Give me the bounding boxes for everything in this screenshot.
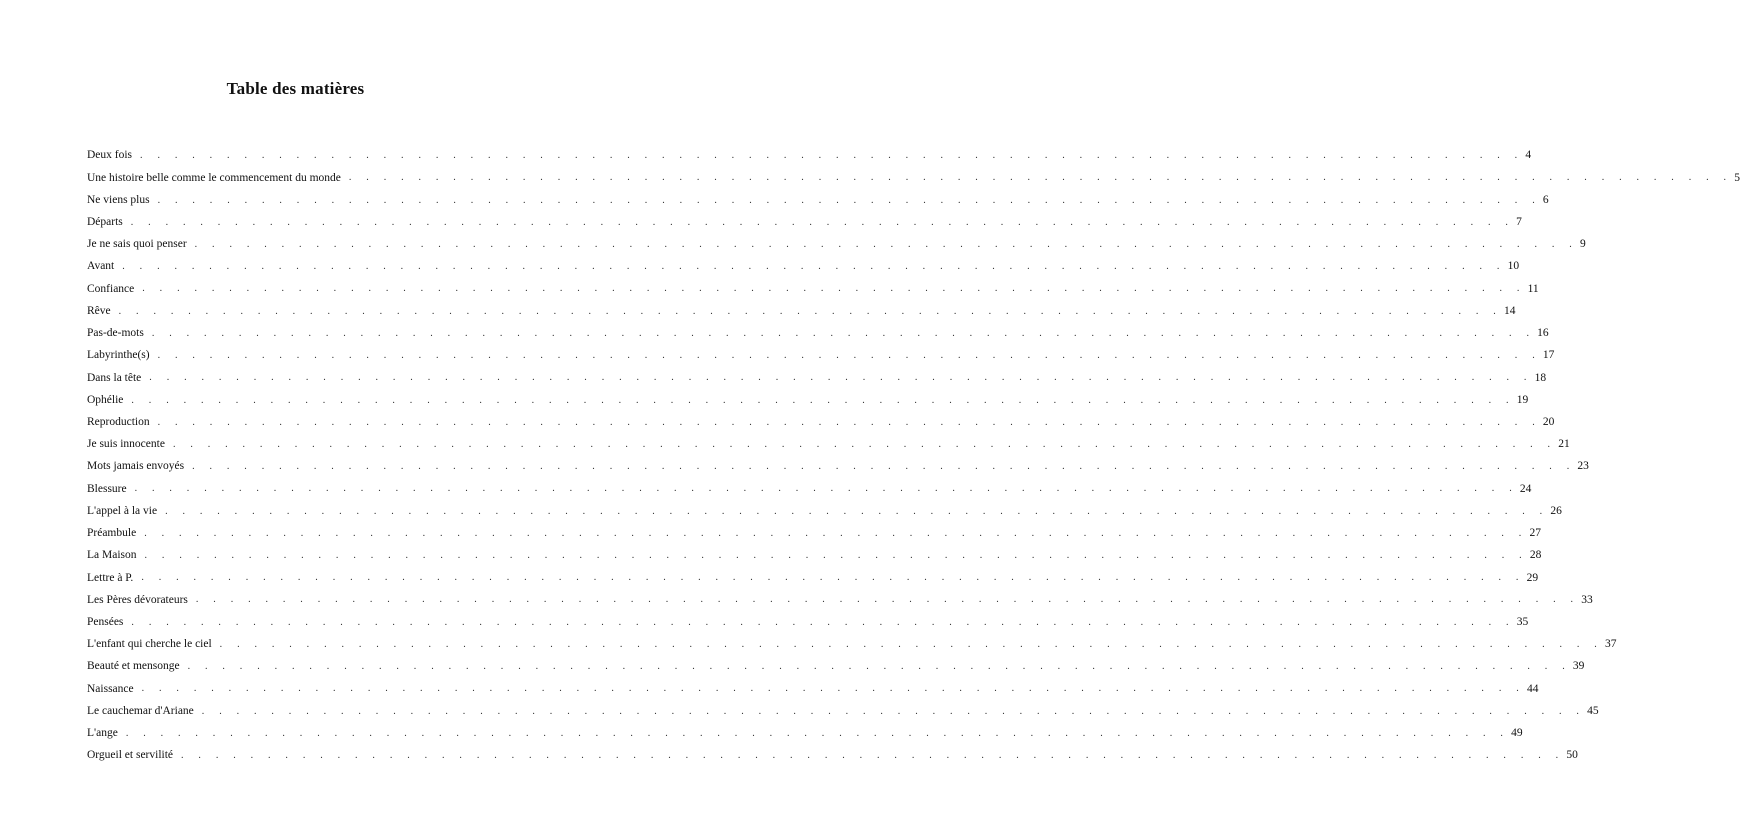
toc-entry-title: Ophélie: [87, 393, 124, 406]
toc-entry-page-number: 4: [1525, 149, 1532, 162]
toc-entry-page-number: 39: [1572, 660, 1585, 673]
toc-entry[interactable]: [87, 678, 1539, 700]
toc-dot-leader: . . . . . . . . . . . . . . . . . . . . . . . . . . . . . . . . . . . . . . . . . . . . . . . . . . . . . . . . . . . . . . . . . . . . . . . . . . . . . . . .: [194, 238, 1578, 250]
toc-entry-page-number: 16: [1537, 327, 1549, 340]
toc-entry-title: Lettre à P.: [87, 571, 134, 584]
toc-entry-title: Dans la tête: [87, 371, 142, 384]
toc-entry[interactable]: [87, 612, 1529, 634]
toc-entry-title: Pensées: [87, 615, 124, 628]
toc-dot-leader: . . . . . . . . . . . . . . . . . . . . . . . . . . . . . . . . . . . . . . . . . . . . . . . . . . . . . . . . . . . . . . . . . . . . . . . . . . . . . . . .: [157, 350, 1541, 362]
table-of-contents: [87, 145, 1740, 767]
toc-entry[interactable]: [87, 256, 1520, 278]
toc-entry[interactable]: [87, 478, 1532, 500]
toc-entry[interactable]: [87, 367, 1547, 389]
toc-entry[interactable]: [87, 212, 1522, 234]
toc-entry-title: Ne viens plus: [87, 193, 150, 206]
toc-entry-page-number: 37: [1604, 638, 1617, 651]
toc-entry[interactable]: [87, 523, 1541, 545]
toc-entry[interactable]: [87, 412, 1555, 434]
toc-entry-title: L'ange: [87, 727, 118, 740]
toc-entry-page-number: 19: [1516, 393, 1529, 406]
toc-entry-page-number: 5: [1734, 171, 1740, 184]
toc-entry-page-number: 6: [1542, 193, 1549, 206]
toc-dot-leader: . . . . . . . . . . . . . . . . . . . . . . . . . . . . . . . . . . . . . . . . . . . . . . . . . . . . . . . . . . . . . . . . . . . . . . . . . . . . . . . .: [195, 594, 1580, 606]
toc-entry-page-number: 49: [1511, 727, 1523, 740]
toc-entry[interactable]: [87, 345, 1555, 367]
toc-entry-page-number: 18: [1534, 371, 1547, 384]
toc-entry-title: Préambule: [87, 527, 137, 540]
toc-entry[interactable]: [87, 656, 1585, 678]
toc-dot-leader: . . . . . . . . . . . . . . . . . . . . . . . . . . . . . . . . . . . . . . . . . . . . . . . . . . . . . . . . . . . . . . . . . . . . . . . . . . . . . . . .: [149, 372, 1533, 384]
toc-entry[interactable]: [87, 589, 1593, 611]
toc-entry-title: La Maison: [87, 549, 137, 562]
toc-dot-leader: . . . . . . . . . . . . . . . . . . . . . . . . . . . . . . . . . . . . . . . . . . . . . . . . . . . . . . . . . . . . . . . . . . . . . . . . . . . . . . . .: [157, 416, 1541, 428]
toc-entry-title: Reproduction: [87, 415, 150, 428]
toc-entry-page-number: 26: [1550, 504, 1562, 517]
toc-entry-page-number: 24: [1519, 482, 1532, 495]
toc-entry-page-number: 21: [1558, 438, 1570, 451]
toc-entry[interactable]: [87, 700, 1599, 722]
toc-entry-page-number: 33: [1581, 593, 1593, 606]
toc-entry[interactable]: [87, 389, 1529, 411]
toc-entry[interactable]: [87, 634, 1617, 656]
toc-entry-page-number: 7: [1516, 216, 1522, 229]
toc-dot-leader: . . . . . . . . . . . . . . . . . . . . . . . . . . . . . . . . . . . . . . . . . . . . . . . . . . . . . . . . . . . . . . . . . . . . . . . . . . . . . . . .: [192, 461, 1576, 473]
toc-entry-title: Rêve: [87, 304, 111, 317]
toc-entry[interactable]: [87, 278, 1539, 300]
toc-dot-leader: . . . . . . . . . . . . . . . . . . . . . . . . . . . . . . . . . . . . . . . . . . . . . . . . . . . . . . . . . . . . . . . . . . . . . . . . . . . . . . . .: [165, 505, 1549, 517]
toc-entry-title: Blessure: [87, 482, 127, 495]
toc-entry-title: Les Pères dévorateurs: [87, 593, 188, 606]
toc-entry[interactable]: [87, 501, 1562, 523]
toc-dot-leader: . . . . . . . . . . . . . . . . . . . . . . . . . . . . . . . . . . . . . . . . . . . . . . . . . . . . . . . . . . . . . . . . . . . . . . . . . . . . . . . .: [219, 638, 1603, 650]
toc-entry-title: Avant: [87, 260, 115, 273]
toc-entry-title: Mots jamais envoyés: [87, 460, 185, 473]
toc-entry[interactable]: [87, 189, 1549, 211]
toc-entry-title: L'enfant qui cherche le ciel: [87, 638, 212, 651]
toc-entry-title: Une histoire belle comme le commencement du monde: [87, 171, 341, 184]
toc-dot-leader: . . . . . . . . . . . . . . . . . . . . . . . . . . . . . . . . . . . . . . . . . . . . . . . . . . . . . . . . . . . . . . . . . . . . . . . . . . . . . . . .: [157, 194, 1541, 206]
toc-entry-title: Labyrinthe(s): [87, 349, 150, 362]
toc-dot-leader: . . . . . . . . . . . . . . . . . . . . . . . . . . . . . . . . . . . . . . . . . . . . . . . . . . . . . . . . . . . . . . . . . . . . . . . . . . . . . . . .: [122, 261, 1506, 273]
toc-entry-page-number: 20: [1542, 415, 1555, 428]
toc-entry-page-number: 14: [1503, 304, 1516, 317]
toc-entry-page-number: 10: [1507, 260, 1520, 273]
toc-entry-page-number: 45: [1587, 704, 1599, 717]
toc-entry[interactable]: [87, 301, 1516, 323]
toc-dot-leader: . . . . . . . . . . . . . . . . . . . . . . . . . . . . . . . . . . . . . . . . . . . . . . . . . . . . . . . . . . . . . . . . . . . . . . . . . . . . . . . .: [140, 150, 1524, 162]
toc-entry-page-number: 50: [1566, 749, 1578, 762]
toc-entry-title: Je suis innocente: [87, 438, 165, 451]
toc-entry-page-number: 27: [1529, 527, 1541, 540]
toc-entry-page-number: 44: [1526, 682, 1539, 695]
toc-dot-leader: . . . . . . . . . . . . . . . . . . . . . . . . . . . . . . . . . . . . . . . . . . . . . . . . . . . . . . . . . . . . . . . . . . . . . . . . . . . . . . . .: [142, 283, 1526, 295]
toc-entry[interactable]: [87, 745, 1578, 767]
toc-entry[interactable]: [87, 456, 1589, 478]
toc-entry-page-number: 17: [1542, 349, 1555, 362]
toc-entry-title: Beauté et mensonge: [87, 660, 180, 673]
toc-dot-leader: . . . . . . . . . . . . . . . . . . . . . . . . . . . . . . . . . . . . . . . . . . . . . . . . . . . . . . . . . . . . . . . . . . . . . . . . . . . . . . . .: [181, 750, 1565, 762]
toc-dot-leader: . . . . . . . . . . . . . . . . . . . . . . . . . . . . . . . . . . . . . . . . . . . . . . . . . . . . . . . . . . . . . . . . . . . . . . . . . . . . . . . .: [172, 438, 1557, 450]
toc-entry-title: Le cauchemar d'Ariane: [87, 704, 194, 717]
toc-entry-title: Départs: [87, 216, 123, 229]
toc-dot-leader: . . . . . . . . . . . . . . . . . . . . . . . . . . . . . . . . . . . . . . . . . . . . . . . . . . . . . . . . . . . . . . . . . . . . . . . . . . . . . . . .: [141, 572, 1525, 584]
toc-entry-page-number: 23: [1577, 460, 1589, 473]
toc-entry-title: Deux fois: [87, 149, 133, 162]
toc-dot-leader: . . . . . . . . . . . . . . . . . . . . . . . . . . . . . . . . . . . . . . . . . . . . . . . . . . . . . . . . . . . . . . . . . . . . . . . . . . . . . . . .: [118, 305, 1502, 317]
toc-entry[interactable]: [87, 167, 1740, 189]
toc-entry[interactable]: [87, 545, 1542, 567]
toc-dot-leader: . . . . . . . . . . . . . . . . . . . . . . . . . . . . . . . . . . . . . . . . . . . . . . . . . . . . . . . . . . . . . . . . . . . . . . . . . . . . . . . .: [130, 216, 1515, 228]
toc-entry[interactable]: [87, 323, 1549, 345]
toc-dot-leader: . . . . . . . . . . . . . . . . . . . . . . . . . . . . . . . . . . . . . . . . . . . . . . . . . . . . . . . . . . . . . . . . . . . . . . . . . . . . . . . .: [201, 705, 1586, 717]
toc-dot-leader: . . . . . . . . . . . . . . . . . . . . . . . . . . . . . . . . . . . . . . . . . . . . . . . . . . . . . . . . . . . . . . . . . . . . . . . . . . . . . . . .: [144, 550, 1528, 562]
toc-entry-title: L'appel à la vie: [87, 504, 158, 517]
toc-dot-leader: . . . . . . . . . . . . . . . . . . . . . . . . . . . . . . . . . . . . . . . . . . . . . . . . . . . . . . . . . . . . . . . . . . . . . . . . . . . . . . . .: [134, 483, 1518, 495]
toc-entry-page-number: 11: [1527, 282, 1539, 295]
toc-entry-page-number: 9: [1579, 238, 1586, 251]
toc-dot-leader: . . . . . . . . . . . . . . . . . . . . . . . . . . . . . . . . . . . . . . . . . . . . . . . . . . . . . . . . . . . . . . . . . . . . . . . . . . . . . . . .: [131, 394, 1515, 406]
toc-entry[interactable]: [87, 145, 1532, 167]
toc-entry-page-number: 29: [1526, 571, 1539, 584]
toc-entry-title: Je ne sais quoi penser: [87, 238, 187, 251]
toc-entry-page-number: 35: [1516, 615, 1529, 628]
toc-entry-title: Confiance: [87, 282, 135, 295]
toc-entry[interactable]: [87, 434, 1570, 456]
toc-entry[interactable]: [87, 567, 1539, 589]
toc-entry-page-number: 28: [1529, 549, 1542, 562]
page-title: Table des matières: [226, 79, 365, 99]
toc-dot-leader: . . . . . . . . . . . . . . . . . . . . . . . . . . . . . . . . . . . . . . . . . . . . . . . . . . . . . . . . . . . . . . . . . . . . . . . . . . . . . . . .: [131, 616, 1515, 628]
toc-dot-leader: . . . . . . . . . . . . . . . . . . . . . . . . . . . . . . . . . . . . . . . . . . . . . . . . . . . . . . . . . . . . . . . . . . . . . . . . . . . . . . . .: [141, 683, 1525, 695]
toc-entry[interactable]: [87, 234, 1586, 256]
toc-dot-leader: . . . . . . . . . . . . . . . . . . . . . . . . . . . . . . . . . . . . . . . . . . . . . . . . . . . . . . . . . . . . . . . . . . . . . . . . . . . . . . . .: [125, 727, 1510, 739]
toc-entry-title: Pas-de-mots: [87, 327, 144, 340]
toc-dot-leader: . . . . . . . . . . . . . . . . . . . . . . . . . . . . . . . . . . . . . . . . . . . . . . . . . . . . . . . . . . . . . . . . . . . . . . . . . . . . . . . .: [187, 661, 1571, 673]
toc-entry[interactable]: [87, 723, 1523, 745]
toc-dot-leader: . . . . . . . . . . . . . . . . . . . . . . . . . . . . . . . . . . . . . . . . . . . . . . . . . . . . . . . . . . . . . . . . . . . . . . . . . . . . . . . .: [144, 527, 1528, 539]
toc-dot-leader: . . . . . . . . . . . . . . . . . . . . . . . . . . . . . . . . . . . . . . . . . . . . . . . . . . . . . . . . . . . . . . . . . . . . . . . . . . . . . . . .: [151, 327, 1536, 339]
toc-entry-title: Naissance: [87, 682, 134, 695]
toc-dot-leader: . . . . . . . . . . . . . . . . . . . . . . . . . . . . . . . . . . . . . . . . . . . . . . . . . . . . . . . . . . . . . . . . . . . . . . . . . . . . . . . .: [348, 172, 1733, 184]
toc-entry-title: Orgueil et servilité: [87, 749, 174, 762]
